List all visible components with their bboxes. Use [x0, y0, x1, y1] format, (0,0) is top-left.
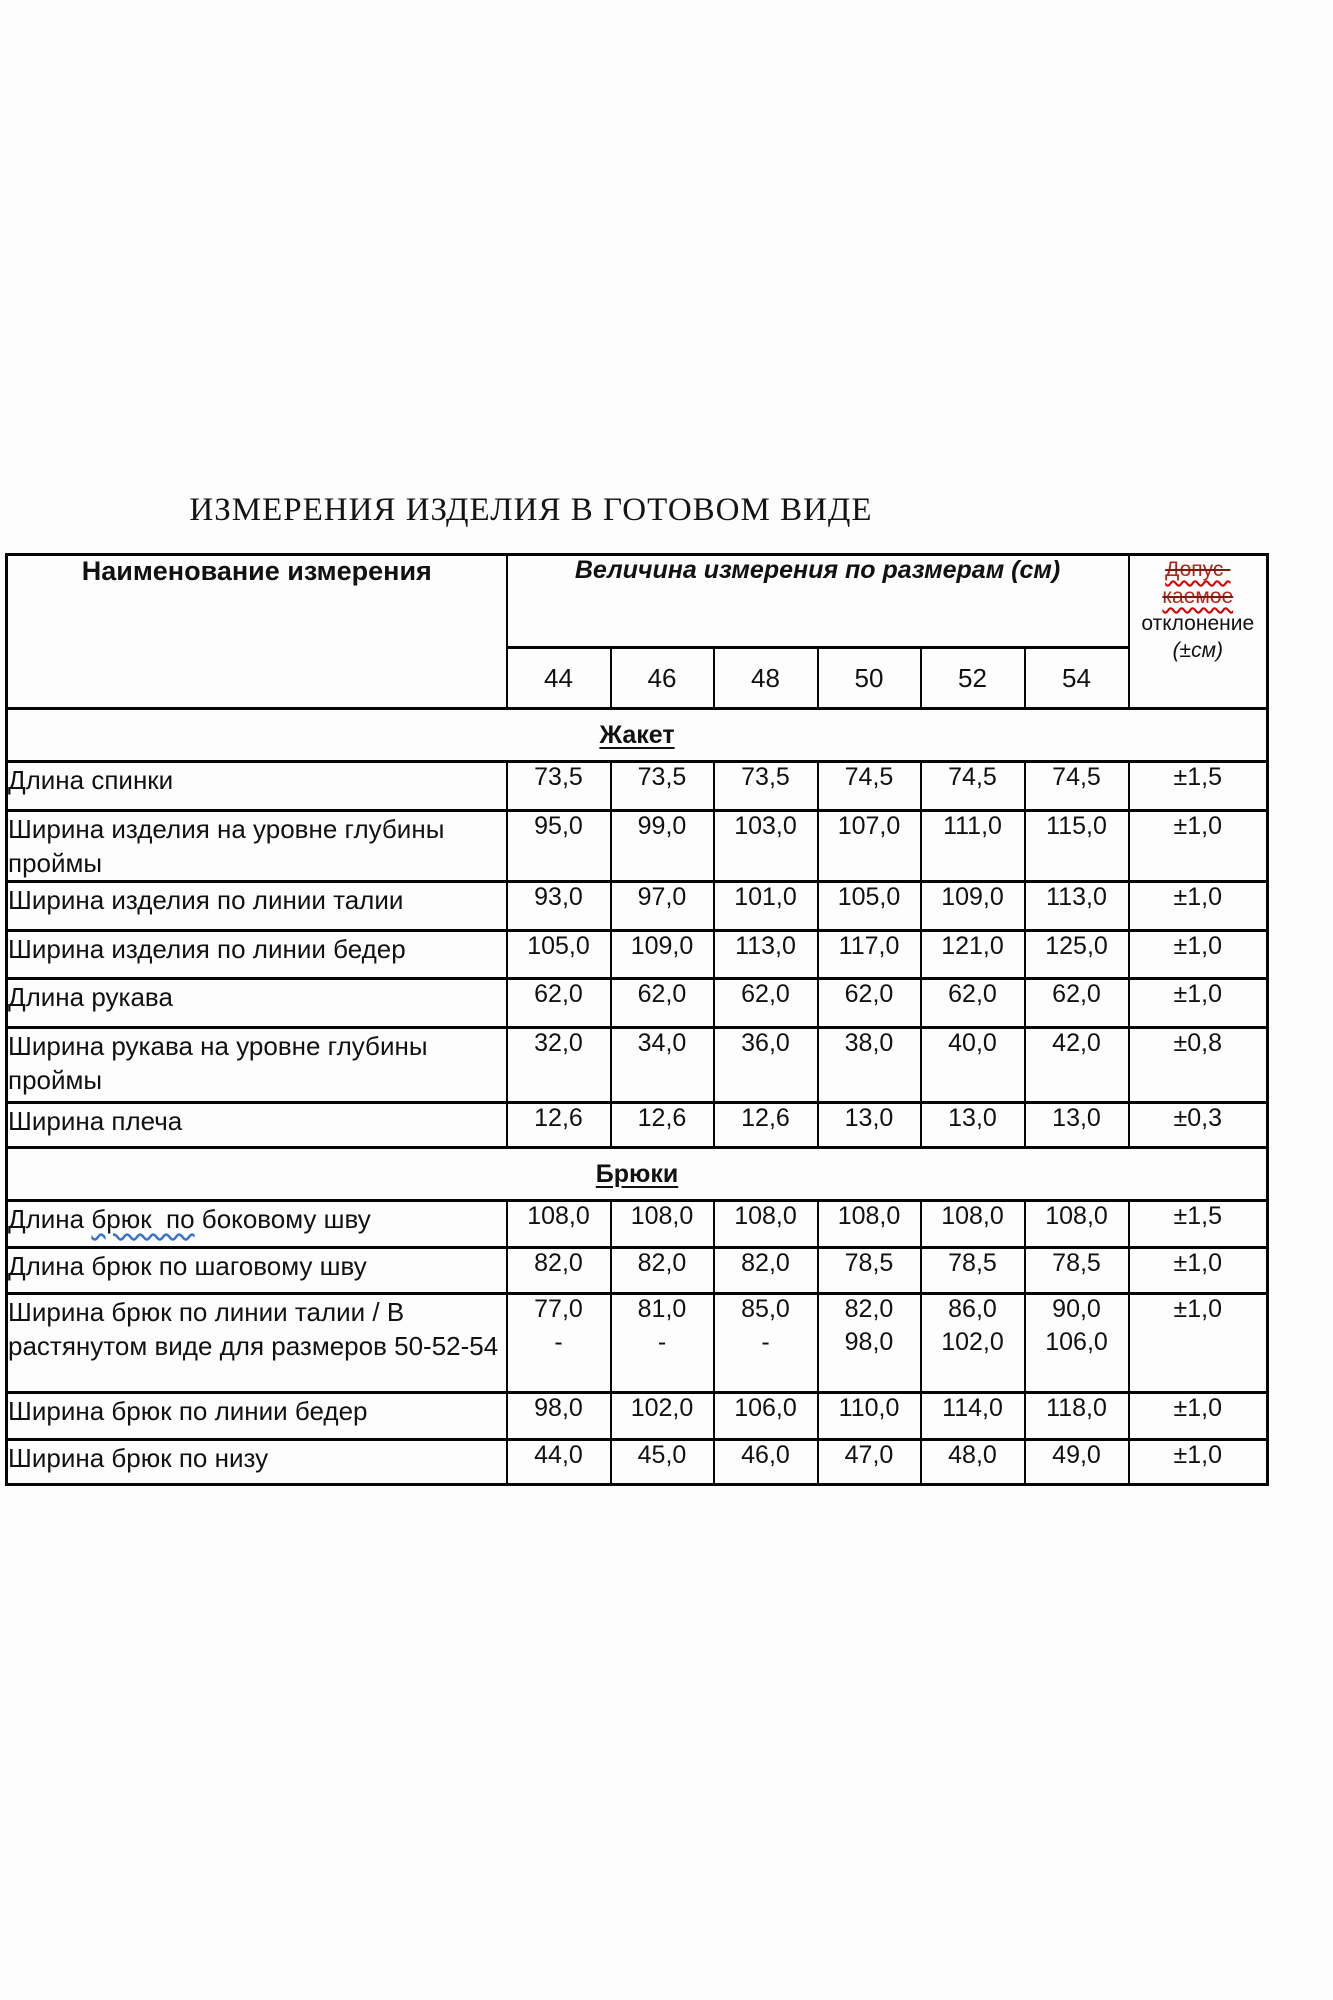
value-cell: 73,5 — [507, 762, 611, 811]
value-cell: 62,0 — [611, 979, 714, 1028]
value-cell: 82,0 — [714, 1248, 818, 1294]
tolerance-cell: ±1,0 — [1129, 1294, 1268, 1393]
tolerance-word: отклонение — [1141, 612, 1255, 635]
section-header-trousers — [7, 1148, 1268, 1201]
value-cell: 34,0 — [611, 1028, 714, 1103]
tolerance-struck-word: Допус- — [1165, 558, 1231, 581]
row-label: Длина брюк по боковому шву — [7, 1201, 507, 1248]
value-cell: 45,0 — [611, 1440, 714, 1485]
value-cell: 111,0 — [921, 811, 1025, 882]
tolerance-cell: ±1,0 — [1129, 1440, 1268, 1485]
value-cell: 108,0 — [611, 1201, 714, 1248]
value-cell: 121,0 — [921, 931, 1025, 979]
value-cell: 13,0 — [818, 1103, 921, 1148]
tolerance-struck-word: каемое — [1162, 585, 1234, 608]
value-cell: 102,0 — [611, 1393, 714, 1440]
value-cell: 40,0 — [921, 1028, 1025, 1103]
value-cell: 78,5 — [921, 1248, 1025, 1294]
table-row — [7, 811, 1268, 882]
value-cell: 109,0 — [611, 931, 714, 979]
tolerance-cell: ±0,3 — [1129, 1103, 1268, 1148]
value-cell: 82,0 — [611, 1248, 714, 1294]
value-cell: 74,5 — [921, 762, 1025, 811]
table-row — [7, 1294, 1268, 1393]
tolerance-cell: ±1,0 — [1129, 1248, 1268, 1294]
grammar-squiggle-text: брюк по — [91, 1204, 195, 1234]
size-header: 52 — [921, 648, 1025, 709]
tolerance-cell: ±1,0 — [1129, 882, 1268, 931]
value-cell: 73,5 — [611, 762, 714, 811]
value-cell: 107,0 — [818, 811, 921, 882]
measurements-table — [5, 553, 1269, 1486]
value-cell: 117,0 — [818, 931, 921, 979]
value-cell: 113,0 — [714, 931, 818, 979]
row-label: Ширина изделия по линии талии — [7, 882, 507, 931]
value-cell: 62,0 — [507, 979, 611, 1028]
value-cell: 13,0 — [921, 1103, 1025, 1148]
tolerance-cell: ±1,5 — [1129, 1201, 1268, 1248]
section-label: Жакет — [599, 720, 675, 749]
header-tolerance-column — [1129, 555, 1268, 709]
tolerance-cell: ±1,0 — [1129, 979, 1268, 1028]
value-cell: 12,6 — [611, 1103, 714, 1148]
value-cell: 113,0 — [1025, 882, 1129, 931]
value-cell: 108,0 — [507, 1201, 611, 1248]
value-cell: 62,0 — [818, 979, 921, 1028]
tolerance-cell: ±1,0 — [1129, 931, 1268, 979]
table-row — [7, 882, 1268, 931]
value-cell: 125,0 — [1025, 931, 1129, 979]
table-header-row — [7, 555, 1268, 648]
size-header: 48 — [714, 648, 818, 709]
value-cell: 62,0 — [1025, 979, 1129, 1028]
value-cell: 13,0 — [1025, 1103, 1129, 1148]
size-header: 46 — [611, 648, 714, 709]
tolerance-cell: ±1,0 — [1129, 1393, 1268, 1440]
value-cell: 32,0 — [507, 1028, 611, 1103]
value-cell: 90,0 106,0 — [1025, 1294, 1129, 1393]
tolerance-cell: ±1,0 — [1129, 811, 1268, 882]
table-row — [7, 762, 1268, 811]
value-cell: 105,0 — [818, 882, 921, 931]
row-label: Длина спинки — [7, 762, 507, 811]
value-cell: 101,0 — [714, 882, 818, 931]
value-cell: 108,0 — [818, 1201, 921, 1248]
value-cell: 12,6 — [714, 1103, 818, 1148]
value-cell: 110,0 — [818, 1393, 921, 1440]
value-cell: 47,0 — [818, 1440, 921, 1485]
value-cell: 97,0 — [611, 882, 714, 931]
value-cell: 108,0 — [1025, 1201, 1129, 1248]
table-row — [7, 1103, 1268, 1148]
value-cell: 73,5 — [714, 762, 818, 811]
table-row — [7, 1248, 1268, 1294]
value-cell: 48,0 — [921, 1440, 1025, 1485]
section-label: Брюки — [595, 1159, 679, 1188]
row-label: Ширина изделия на уровне глубины проймы — [7, 811, 507, 882]
table-row — [7, 979, 1268, 1028]
size-header: 50 — [818, 648, 921, 709]
size-header: 44 — [507, 648, 611, 709]
row-label: Ширина брюк по низу — [7, 1440, 507, 1485]
value-cell: 42,0 — [1025, 1028, 1129, 1103]
row-label: Длина брюк по шаговому шву — [7, 1248, 507, 1294]
value-cell: 108,0 — [714, 1201, 818, 1248]
value-cell: 12,6 — [507, 1103, 611, 1148]
value-cell: 82,0 98,0 — [818, 1294, 921, 1393]
value-cell: 115,0 — [1025, 811, 1129, 882]
tolerance-cell: ±1,5 — [1129, 762, 1268, 811]
value-cell: 86,0 102,0 — [921, 1294, 1025, 1393]
tolerance-cell: ±0,8 — [1129, 1028, 1268, 1103]
table-row — [7, 1201, 1268, 1248]
row-label: Ширина брюк по линии талии / В растянутом виде для размеров 50-52-54 — [7, 1294, 507, 1393]
value-cell: 62,0 — [921, 979, 1025, 1028]
row-label: Ширина плеча — [7, 1103, 507, 1148]
value-cell: 118,0 — [1025, 1393, 1129, 1440]
row-label: Ширина изделия по линии бедер — [7, 931, 507, 979]
value-cell: 106,0 — [714, 1393, 818, 1440]
table-row — [7, 1393, 1268, 1440]
value-cell: 85,0 - — [714, 1294, 818, 1393]
section-header-jacket — [7, 709, 1268, 762]
value-cell: 81,0 - — [611, 1294, 714, 1393]
value-cell: 74,5 — [818, 762, 921, 811]
value-cell: 93,0 — [507, 882, 611, 931]
row-label: Ширина брюк по линии бедер — [7, 1393, 507, 1440]
value-cell: 49,0 — [1025, 1440, 1129, 1485]
value-cell: 46,0 — [714, 1440, 818, 1485]
row-label: Ширина рукава на уровне глубины проймы — [7, 1028, 507, 1103]
value-cell: 108,0 — [921, 1201, 1025, 1248]
value-cell: 74,5 — [1025, 762, 1129, 811]
size-header: 54 — [1025, 648, 1129, 709]
value-cell: 98,0 — [507, 1393, 611, 1440]
value-cell: 78,5 — [818, 1248, 921, 1294]
value-cell: 36,0 — [714, 1028, 818, 1103]
value-cell: 103,0 — [714, 811, 818, 882]
header-name-column: Наименование измерения — [7, 555, 507, 709]
value-cell: 105,0 — [507, 931, 611, 979]
row-label: Длина рукава — [7, 979, 507, 1028]
table-row — [7, 1028, 1268, 1103]
value-cell: 44,0 — [507, 1440, 611, 1485]
page-title: ИЗМЕРЕНИЯ ИЗДЕЛИЯ В ГОТОВОМ ВИДЕ — [189, 492, 873, 528]
tolerance-unit: (±см) — [1172, 639, 1223, 662]
value-cell: 62,0 — [714, 979, 818, 1028]
value-cell: 114,0 — [921, 1393, 1025, 1440]
table-row — [7, 931, 1268, 979]
header-sizes-group: Величина измерения по размерам (см) — [507, 555, 1129, 648]
value-cell: 38,0 — [818, 1028, 921, 1103]
value-cell: 109,0 — [921, 882, 1025, 931]
value-cell: 82,0 — [507, 1248, 611, 1294]
table-row — [7, 1440, 1268, 1485]
value-cell: 99,0 — [611, 811, 714, 882]
value-cell: 78,5 — [1025, 1248, 1129, 1294]
value-cell: 77,0 - — [507, 1294, 611, 1393]
value-cell: 95,0 — [507, 811, 611, 882]
